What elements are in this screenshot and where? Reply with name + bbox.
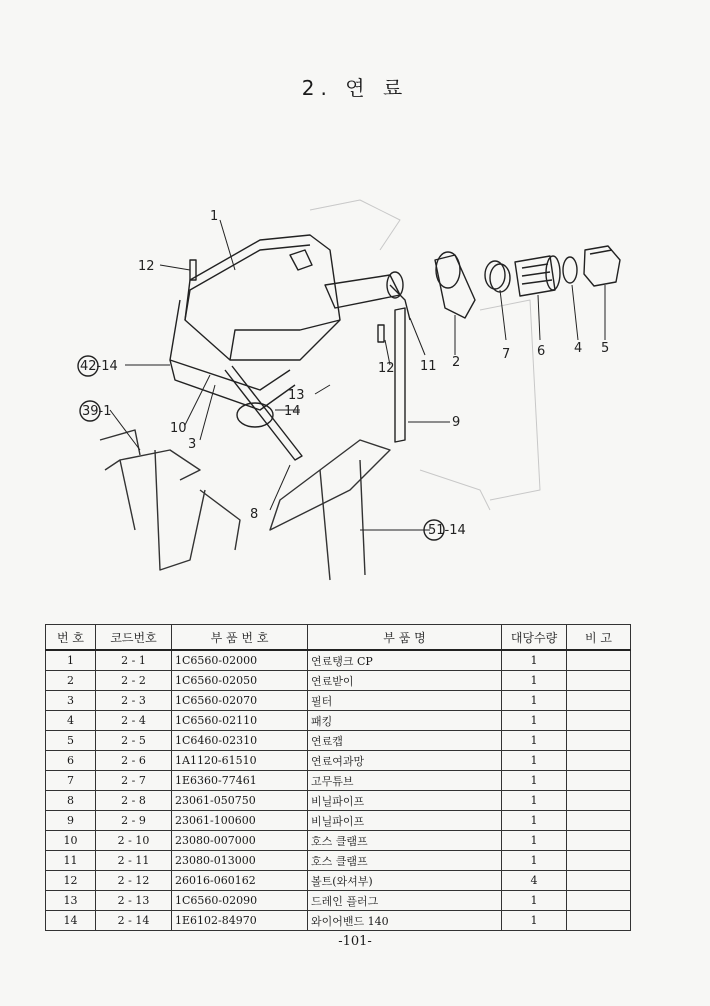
row-code: 2 - 12 bbox=[96, 871, 172, 891]
row-number: 6 bbox=[46, 751, 96, 771]
row-code: 2 - 13 bbox=[96, 891, 172, 911]
table-row bbox=[46, 891, 631, 911]
callout-7: 7 bbox=[502, 347, 511, 362]
row-number: 10 bbox=[46, 831, 96, 851]
row-number: 12 bbox=[46, 871, 96, 891]
row-number: 11 bbox=[46, 851, 96, 871]
row-part-number: 23080-007000 bbox=[172, 831, 308, 851]
fuel-filter-net-part bbox=[515, 256, 560, 296]
row-part-name: 비닐파이프 bbox=[308, 791, 502, 811]
callout-10: 10 bbox=[170, 421, 187, 436]
row-code: 2 - 7 bbox=[96, 771, 172, 791]
row-code: 2 - 9 bbox=[96, 811, 172, 831]
row-quantity: 1 bbox=[502, 791, 567, 811]
row-quantity: 1 bbox=[502, 731, 567, 751]
row-number: 1 bbox=[46, 650, 96, 671]
row-quantity: 1 bbox=[502, 650, 567, 671]
row-remarks bbox=[567, 751, 631, 771]
row-number: 8 bbox=[46, 791, 96, 811]
row-remarks bbox=[567, 691, 631, 711]
row-part-name: 호스 클램프 bbox=[308, 831, 502, 851]
row-code: 2 - 4 bbox=[96, 711, 172, 731]
row-part-name: 연료받이 bbox=[308, 671, 502, 691]
row-number: 4 bbox=[46, 711, 96, 731]
row-part-name: 필터 bbox=[308, 691, 502, 711]
col-header-code: 코드번호 bbox=[96, 625, 172, 651]
col-header-quantity: 대당수량 bbox=[502, 625, 567, 651]
row-remarks bbox=[567, 811, 631, 831]
table-row bbox=[46, 671, 631, 691]
row-code: 2 - 2 bbox=[96, 671, 172, 691]
table-row bbox=[46, 871, 631, 891]
row-remarks bbox=[567, 671, 631, 691]
row-remarks bbox=[567, 891, 631, 911]
row-quantity: 1 bbox=[502, 671, 567, 691]
row-code: 2 - 5 bbox=[96, 731, 172, 751]
row-code: 2 - 1 bbox=[96, 650, 172, 671]
row-quantity: 1 bbox=[502, 891, 567, 911]
callout-9: 9 bbox=[452, 415, 461, 430]
row-part-name: 드레인 플러그 bbox=[308, 891, 502, 911]
callout-8: 8 bbox=[250, 507, 259, 522]
page-title: 2. 연 료 bbox=[301, 76, 409, 100]
row-part-number: 1C6560-02050 bbox=[172, 671, 308, 691]
table-row bbox=[46, 691, 631, 711]
row-part-number: 1C6560-02110 bbox=[172, 711, 308, 731]
row-part-name: 연료여과망 bbox=[308, 751, 502, 771]
row-remarks bbox=[567, 871, 631, 891]
parts-table bbox=[45, 624, 631, 931]
col-header-number: 번 호 bbox=[46, 625, 96, 651]
callout-4: 4 bbox=[574, 341, 583, 356]
row-part-number: 1C6560-02000 bbox=[172, 650, 308, 671]
row-remarks bbox=[567, 911, 631, 931]
row-part-name: 와이어밴드 140 bbox=[308, 911, 502, 931]
callout-6: 6 bbox=[537, 344, 546, 359]
callout-12-right: 12 bbox=[378, 361, 395, 376]
table-row bbox=[46, 650, 631, 671]
row-part-number: 1C6560-02090 bbox=[172, 891, 308, 911]
col-header-part-name: 부 품 명 bbox=[308, 625, 502, 651]
row-number: 14 bbox=[46, 911, 96, 931]
row-part-number: 1E6360-77461 bbox=[172, 771, 308, 791]
row-quantity: 4 bbox=[502, 871, 567, 891]
callout-12-top: 12 bbox=[138, 259, 155, 274]
row-code: 2 - 14 bbox=[96, 911, 172, 931]
row-part-name: 고무튜브 bbox=[308, 771, 502, 791]
page-number: -101- bbox=[338, 934, 372, 949]
col-header-part-number: 부 품 번 호 bbox=[172, 625, 308, 651]
table-row bbox=[46, 851, 631, 871]
row-number: 13 bbox=[46, 891, 96, 911]
table-row bbox=[46, 811, 631, 831]
callout-11: 11 bbox=[420, 359, 437, 374]
callout-1: 1 bbox=[210, 209, 219, 224]
table-row bbox=[46, 831, 631, 851]
fuel-receiver-part bbox=[435, 252, 475, 318]
row-number: 3 bbox=[46, 691, 96, 711]
row-part-name: 볼트(와셔부) bbox=[308, 871, 502, 891]
row-quantity: 1 bbox=[502, 851, 567, 871]
row-quantity: 1 bbox=[502, 831, 567, 851]
row-quantity: 1 bbox=[502, 751, 567, 771]
row-number: 9 bbox=[46, 811, 96, 831]
row-quantity: 1 bbox=[502, 911, 567, 931]
row-part-number: 1C6560-02070 bbox=[172, 691, 308, 711]
row-remarks bbox=[567, 731, 631, 751]
row-remarks bbox=[567, 711, 631, 731]
row-part-number: 23080-013000 bbox=[172, 851, 308, 871]
callout-51-14: 51-14 bbox=[428, 523, 466, 538]
row-remarks bbox=[567, 791, 631, 811]
row-part-name: 호스 클램프 bbox=[308, 851, 502, 871]
row-part-number: 1A1120-61510 bbox=[172, 751, 308, 771]
fuel-system-exploded-diagram bbox=[60, 190, 660, 590]
table-row bbox=[46, 751, 631, 771]
row-code: 2 - 10 bbox=[96, 831, 172, 851]
table-row bbox=[46, 731, 631, 751]
callout-5: 5 bbox=[601, 341, 610, 356]
row-code: 2 - 8 bbox=[96, 791, 172, 811]
fuel-cap-part bbox=[584, 246, 620, 286]
table-row bbox=[46, 911, 631, 931]
callout-13: 13 bbox=[288, 388, 305, 403]
parts-table-header bbox=[46, 625, 631, 651]
row-code: 2 - 3 bbox=[96, 691, 172, 711]
row-quantity: 1 bbox=[502, 711, 567, 731]
row-part-number: 26016-060162 bbox=[172, 871, 308, 891]
table-row bbox=[46, 711, 631, 731]
row-part-name: 비닐파이프 bbox=[308, 811, 502, 831]
row-number: 5 bbox=[46, 731, 96, 751]
row-part-number: 23061-100600 bbox=[172, 811, 308, 831]
row-part-number: 1C6460-02310 bbox=[172, 731, 308, 751]
col-header-remarks: 비 고 bbox=[567, 625, 631, 651]
callout-39-1: 39-1 bbox=[82, 404, 112, 419]
row-number: 2 bbox=[46, 671, 96, 691]
row-remarks bbox=[567, 650, 631, 671]
row-code: 2 - 11 bbox=[96, 851, 172, 871]
row-part-number: 1E6102-84970 bbox=[172, 911, 308, 931]
row-quantity: 1 bbox=[502, 691, 567, 711]
table-row bbox=[46, 771, 631, 791]
row-quantity: 1 bbox=[502, 771, 567, 791]
row-code: 2 - 6 bbox=[96, 751, 172, 771]
row-remarks bbox=[567, 851, 631, 871]
callout-3: 3 bbox=[188, 437, 197, 452]
row-part-name: 연료탱크 CP bbox=[308, 650, 502, 671]
parts-table-body bbox=[46, 650, 631, 931]
callout-14: 14 bbox=[284, 404, 301, 419]
table-row bbox=[46, 791, 631, 811]
row-remarks bbox=[567, 831, 631, 851]
row-part-name: 패킹 bbox=[308, 711, 502, 731]
row-remarks bbox=[567, 771, 631, 791]
callout-2: 2 bbox=[452, 355, 461, 370]
row-part-name: 연료캡 bbox=[308, 731, 502, 751]
row-quantity: 1 bbox=[502, 811, 567, 831]
row-part-number: 23061-050750 bbox=[172, 791, 308, 811]
callout-42-14: 42-14 bbox=[80, 359, 118, 374]
row-number: 7 bbox=[46, 771, 96, 791]
